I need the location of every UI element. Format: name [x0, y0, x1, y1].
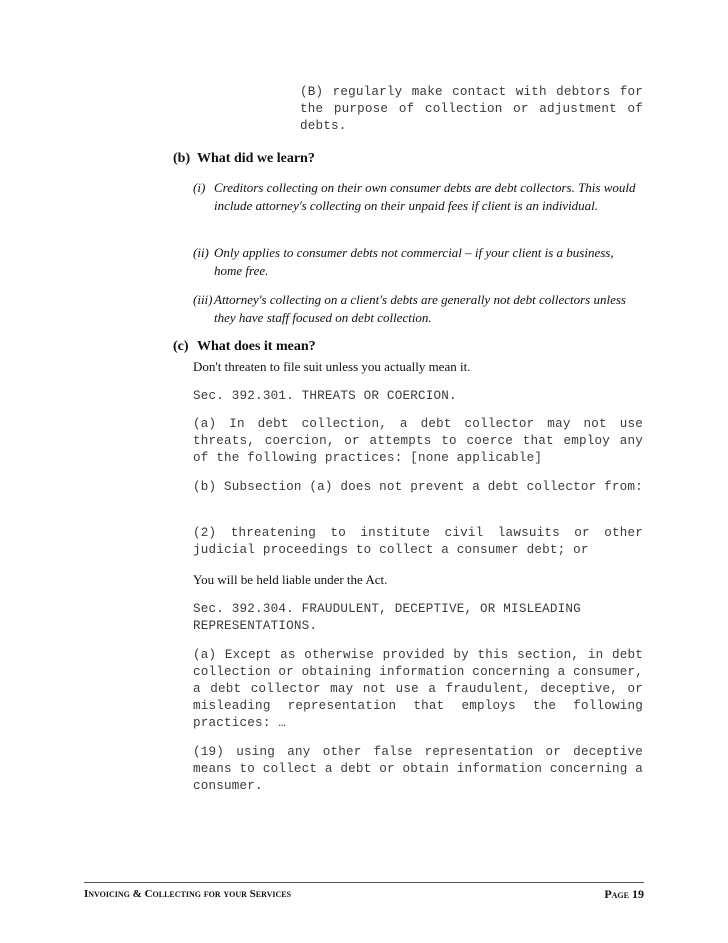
- statute-2-subsection-a: (a) Except as otherwise provided by this section, in debt collection or obtaining information concerning a consumer, a debt collector may not use a fraudulent, deceptive, or misleading representation that employs the following practices: …: [193, 648, 643, 730]
- section-c-title: What does it mean?: [197, 339, 316, 354]
- liability-note: You will be held liable under the Act.: [193, 572, 388, 587]
- section-b-title: What did we learn?: [197, 151, 315, 166]
- page-number: Page 19: [604, 887, 644, 901]
- footer-title: Invoicing & Collecting for your Services: [84, 888, 292, 900]
- statute-1-heading: Sec. 392.301. THREATS OR COERCION.: [193, 389, 457, 403]
- statute-2-paragraph-19: (19) using any other false representation or deceptive means to collect a debt or obtain information concerning a consumer.: [193, 745, 643, 793]
- statute-1-subsection-b: (b) Subsection (a) does not prevent a debt collector from:: [193, 480, 643, 494]
- list-item: [193, 291, 643, 327]
- list-item-marker: (ii): [193, 245, 209, 260]
- statute-1-paragraph-2: (2) threatening to institute civil lawsuits or other judicial proceedings to collect a consumer debt; or: [193, 526, 643, 557]
- footer-divider: [84, 882, 644, 883]
- list-item-text: Creditors collecting on their own consumer debts are debt collectors. This would include attorney's collecting on their unpaid fees if client is an individual.: [214, 180, 636, 213]
- list-item-marker: (i): [193, 180, 206, 195]
- statute-1-subsection-a: (a) In debt collection, a debt collector may not use threats, coercion, or attempts to coerce that employ any of the following practices: [none applicable]: [193, 417, 643, 465]
- list-item-text: Attorney's collecting on a client's debts are generally not debt collectors unless they have staff focused on debt collection.: [214, 292, 626, 325]
- list-item-marker: (iii): [193, 292, 213, 307]
- section-c-label: (c): [173, 339, 189, 354]
- list-item: [193, 244, 643, 280]
- list-item: [193, 179, 643, 215]
- section-c-heading: [173, 338, 643, 356]
- list-item-text: Only applies to consumer debts not commercial – if your client is a business, home free.: [214, 245, 614, 278]
- statute-2-heading: Sec. 392.304. FRAUDULENT, DECEPTIVE, OR MISLEADING REPRESENTATIONS.: [193, 602, 581, 633]
- section-b-label: (b): [173, 151, 191, 166]
- section-c-intro: Don't threaten to file suit unless you actually mean it.: [193, 359, 471, 374]
- carryover-statute-text: (B) regularly make contact with debtors for the purpose of collection or adjustment of debts.: [300, 85, 643, 133]
- section-b-heading: [173, 150, 643, 168]
